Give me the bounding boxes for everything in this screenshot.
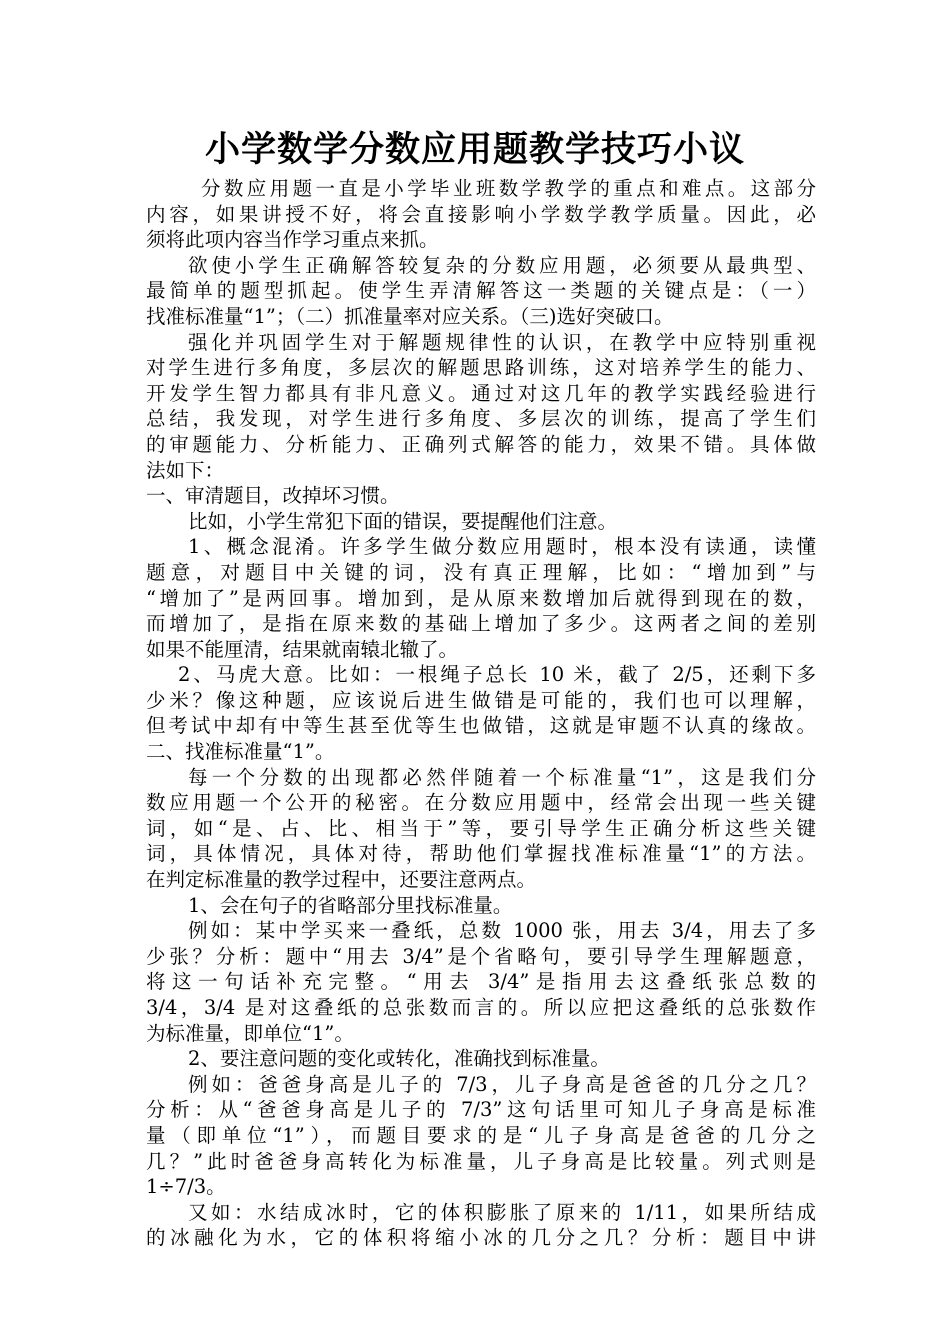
- text-line: 例如：爸爸身高是儿子的 7/3，儿子身高是爸爸的几分之几？: [188, 1072, 816, 1096]
- text-line: 分析：从“爸爸身高是儿子的 7/3”这句话里可知儿子身高是标准: [146, 1098, 816, 1122]
- text-line: 例如：某中学买来一叠纸，总数 1000 张，用去 3/4，用去了多: [188, 919, 816, 943]
- document-title: 小学数学分数应用题教学技巧小议: [204, 129, 745, 170]
- text-line: 数应用题一个公开的秘密。在分数应用题中，经常会出现一些关键: [146, 791, 816, 815]
- text-line: 总结，我发现，对学生进行多角度、多层次的训练，提高了学生们: [146, 407, 816, 431]
- text-line: 将这一句话补充完整。“用去 3/4”是指用去这叠纸张总数的: [146, 970, 816, 994]
- text-line: 1、概念混淆。许多学生做分数应用题时，根本没有读通，读懂: [188, 535, 816, 559]
- text-line: 词，如“是、占、比、相当于”等，要引导学生正确分析这些关键: [146, 816, 816, 840]
- text-line: 但考试中却有中等生甚至优等生也做错，这就是审题不认真的缘故。: [146, 714, 816, 738]
- text-line: 的审题能力、分析能力、正确列式解答的能力，效果不错。具体做: [146, 432, 816, 456]
- text-line: 词，具体情况，具体对待，帮助他们掌握找准标准量“1”的方法。: [146, 842, 816, 866]
- text-line: 题意，对题目中关键的词，没有真正理解，比如：“增加到”与: [146, 560, 816, 584]
- section-heading: 二、找准标准量“1”。: [146, 740, 335, 764]
- text-line: 分数应用题一直是小学毕业班数学教学的重点和难点。这部分: [201, 177, 816, 200]
- text-line: 1÷7/3。: [146, 1175, 226, 1199]
- text-line: 又如：水结成冰时，它的体积膨胀了原来的 1/11，如果所结成: [188, 1200, 816, 1224]
- text-line: 找准标准量“1”；（二）抓准量率对应关系。（三)选好突破口。: [146, 304, 674, 328]
- text-line: 比如，小学生常犯下面的错误，要提醒他们注意。: [188, 509, 618, 533]
- text-line: 1、会在句子的省略部分里找标准量。: [188, 893, 513, 917]
- text-line: 几？”此时爸爸身高转化为标准量，儿子身高是比较量。列式则是: [146, 1149, 816, 1173]
- text-line: 内容，如果讲授不好，将会直接影响小学数学教学质量。因此，必: [146, 202, 816, 226]
- text-line: 强化并巩固学生对于解题规律性的认识，在教学中应特别重视: [188, 330, 816, 354]
- text-line: 对学生进行多角度，多层次的解题思路训练，这对培养学生的能力、: [146, 356, 816, 380]
- section-heading: 一、审清题目，改掉坏习惯。: [146, 484, 400, 508]
- text-line: 3/4，3/4 是对这叠纸的总张数而言的。所以应把这叠纸的总张数作: [146, 996, 816, 1019]
- text-line: 2、马虎大意。比如：一根绳子总长 10 米，截了 2/5，还剩下多: [178, 663, 816, 687]
- text-line: “增加了”是两回事。增加到，是从原来数增加后就得到现在的数，: [146, 586, 816, 610]
- text-line: 2、要注意问题的变化或转化，准确找到标准量。: [188, 1047, 610, 1071]
- document-body: [146, 176, 816, 1251]
- text-line: 开发学生智力都具有非凡意义。通过对这几年的教学实践经验进行: [146, 381, 816, 405]
- text-line: 在判定标准量的教学过程中，还要注意两点。: [146, 868, 537, 892]
- text-line: 量（即单位“1”），而题目要求的是“儿子身高是爸爸的几分之: [146, 1123, 816, 1147]
- text-line: 少张？分析：题中“用去 3/4”是个省略句，要引导学生理解题意，: [146, 944, 816, 968]
- text-line: 为标准量，即单位“1”。: [146, 1021, 354, 1045]
- text-line: 欲使小学生正确解答较复杂的分数应用题，必须要从最典型、: [188, 253, 816, 277]
- text-line: 须将此项内容当作学习重点来抓。: [146, 228, 439, 252]
- text-line: 少米？像这种题，应该说后进生做错是可能的，我们也可以理解，: [146, 688, 816, 712]
- text-line: 最简单的题型抓起。使学生弄清解答这一类题的关键点是：（一）: [146, 279, 816, 303]
- text-line: 而增加了，是指在原来数的基础上增加了多少。这两者之间的差别: [146, 612, 816, 636]
- text-line: 每一个分数的出现都必然伴随着一个标准量“1”，这是我们分: [188, 765, 816, 789]
- text-line: 法如下：: [146, 458, 225, 482]
- text-line: 的冰融化为水，它的体积将缩小冰的几分之几？分析：题目中讲: [146, 1226, 816, 1250]
- text-line: 如果不能厘清，结果就南辕北辙了。: [146, 637, 459, 661]
